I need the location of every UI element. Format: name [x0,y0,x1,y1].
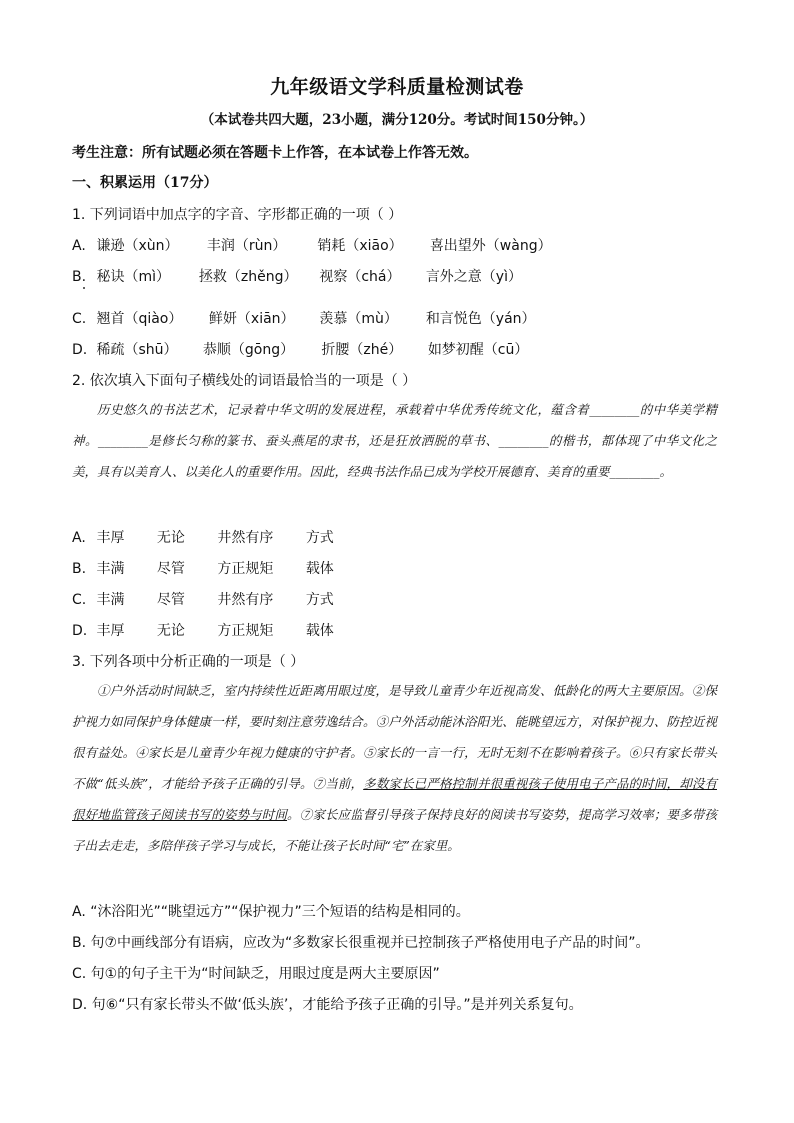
option-label: A. [72,238,86,254]
option-label: C. [72,592,87,608]
option-label: C. [72,311,87,327]
option-word: 言外之意（yì） [425,269,522,285]
q1-option-a [72,235,552,255]
option-word: 尽管 [156,592,185,608]
emphasis-dot [83,287,85,289]
option-word: 翘首（qiào） [96,311,183,327]
option-label: D. [72,623,88,639]
option-word: 谦逊（xùn） [96,238,179,254]
option-word: 载体 [305,623,334,639]
option-word: 折腰（zhé） [321,342,403,358]
option-word: 如梦初醒（cū） [427,342,529,358]
option-word: 秘诀（mì） [96,269,170,285]
q2-stem: 2. 依次填入下面句子横线处的词语最恰当的一项是（ ） [72,373,417,389]
q3-underlined-sentence: 多数家长已严格控制并很重视孩子使用电子产品的时间，却没有很好地监管孩子阅读书写的姿势与时间 [72,776,717,822]
option-word: 井然有序 [217,592,274,608]
q2-passage: 历史悠久的书法艺术，记录着中华文明的发展进程，承载着中华优秀传统文化，蕴含着________的中华美学精神。________是修长匀称的篆书、蚕头燕尾的隶书，还是狂放洒脱的草书、________的楷书，都体现了中华文化之美，具有以美育人、以美化人的重要作用。因此，经典书法作品已成为学校开展德育、美育的重要________。 [72,402,717,479]
q1-stem: 1. 下列词语中加点字的字音、字形都正确的一项（ ） [72,207,403,223]
option-word: 恭顺（gōng） [202,342,295,358]
option-word: 尽管 [156,561,185,577]
option-word: 无论 [156,623,185,639]
q3-passage-text: 。⑦家长应监督引导孩子保持良好的阅读书写姿势，提高学习效率；要多带孩子出去走走，多陪伴孩子学习与成长，不能让孩子长时间“宅”在家里。 [72,807,717,853]
option-word: 羡慕（mù） [319,311,398,327]
q2-option-b [72,558,334,578]
section-heading-1: 一、积累运用（17分） [72,175,218,191]
option-word: 丰满 [96,592,125,608]
option-label: A. [72,530,86,546]
exam-subtitle: （本试卷共四大题，23小题，满分120分。考试时间150分钟。） [200,112,594,128]
option-word: 丰满 [96,561,125,577]
q3-option-c: C. 句①的句子主干为“时间缺乏，用眼过度是两大主要原因” [72,966,440,982]
option-label: D. [72,342,88,358]
q2-option-d [72,620,334,640]
q3-option-d: D. 句⑥“只有家长带头不做‘低头族’，才能给予孩子正确的引导。”是并列关系复句。 [72,997,583,1013]
q3-stem: 3. 下列各项中分析正确的一项是（ ） [72,654,305,670]
option-word: 方正规矩 [217,561,274,577]
option-word: 无论 [156,530,185,546]
option-word: 丰润（rùn） [206,238,287,254]
option-word: 方正规矩 [217,623,274,639]
q3-passage-text: ①户外活动时间缺乏，室内持续性近距离用眼过度，是导致儿童青少年近视高发、低龄化的两大主要原因。②保护视力如同保护身体健康一样，要时刻注意劳逸结合。③户外活动能沐浴阳光、能眺望远方，对保护视力、防控近视很有益处。④家长是儿童青少年视力健康的守护者。⑤家长的一言一行，无时无刻不在影响着孩子。⑥只有家长带头不做“低头族”，才能给予孩子正确的引导。⑦当前， [72,683,717,791]
option-word: 鲜妍（xiān） [208,311,295,327]
option-word: 丰厚 [96,530,125,546]
q1-option-d [72,339,528,359]
option-word: 井然有序 [217,530,274,546]
q3-option-b: B. 句⑦中画线部分有语病，应改为“多数家长很重视并已控制孩子严格使用电子产品的时间”。 [72,935,650,951]
q1-option-b [72,266,522,286]
option-word: 方式 [305,530,334,546]
option-word: 喜出望外（wàng） [429,238,552,254]
option-word: 视察（chá） [319,269,401,285]
option-word: 拯救（zhěng） [198,269,298,285]
option-word: 和言悦色（yán） [425,311,536,327]
exam-notice: 考生注意：所有试题必须在答题卡上作答，在本试卷上作答无效。 [72,145,478,161]
option-label: B. [72,561,87,577]
q2-option-a [72,527,334,547]
option-word: 稀疏（shū） [96,342,178,358]
exam-title: 九年级语文学科质量检测试卷 [270,76,524,98]
q3-option-a: A. “沐浴阳光”“眺望远方”“保护视力”三个短语的结构是相同的。 [72,904,470,920]
q1-option-c [72,308,536,328]
option-word: 载体 [305,561,334,577]
option-label: B. [72,269,87,285]
option-word: 方式 [305,592,334,608]
q2-option-c [72,589,334,609]
option-word: 销耗（xiāo） [317,238,403,254]
option-word: 丰厚 [96,623,125,639]
q3-passage [72,675,717,861]
